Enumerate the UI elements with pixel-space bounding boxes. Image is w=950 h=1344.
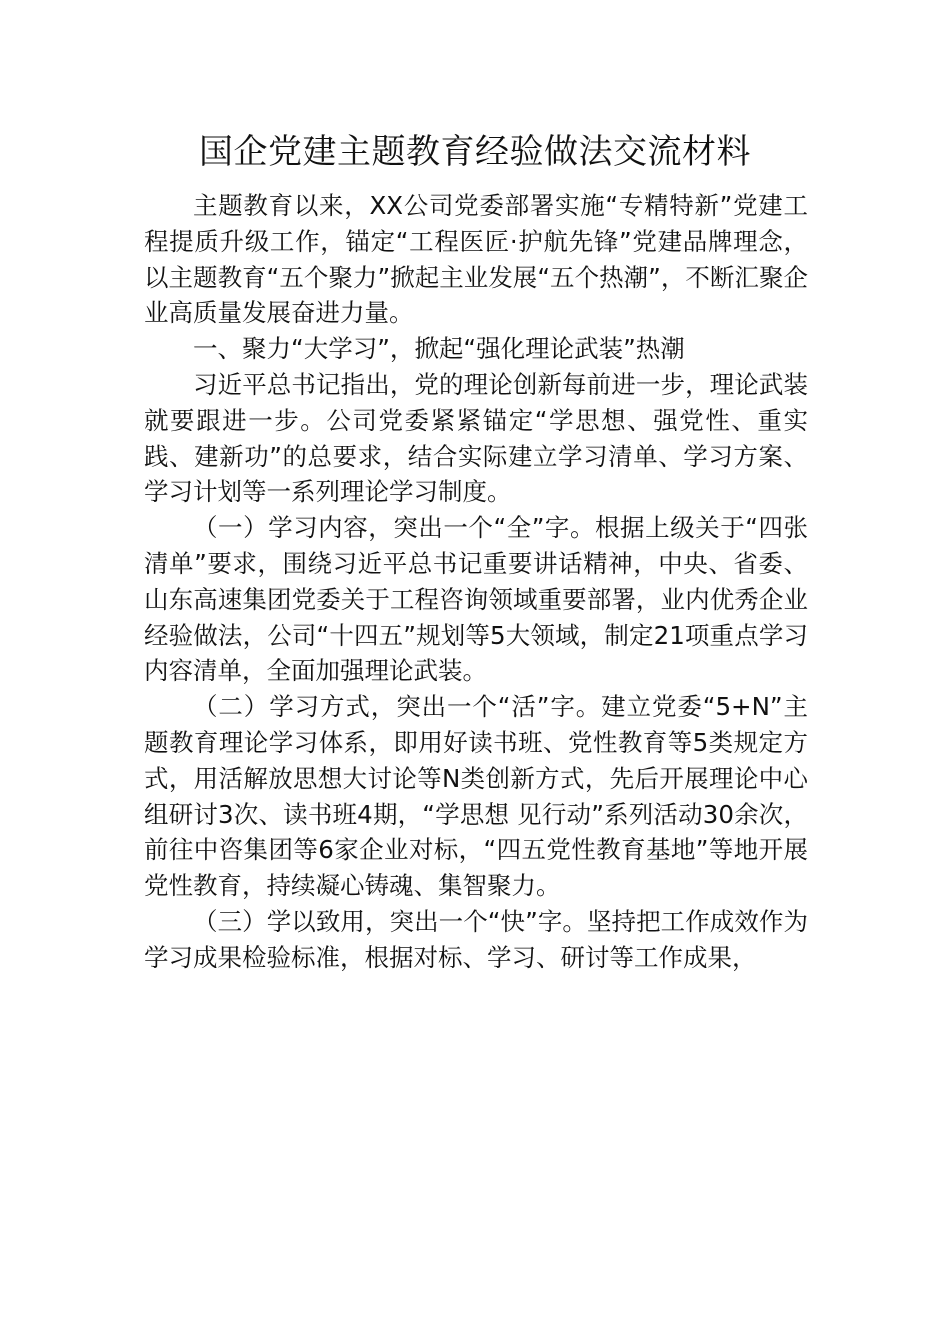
document-body [144,188,808,976]
subsection-paragraph: （一）学习内容，突出一个“全”字。根据上级关于“四张清单”要求，围绕习近平总书记重要讲话精神，中央、省委、山东高速集团党委关于工程咨询领域重要部署，业内优秀企业经验做法，公司“十四五”规划等5大领域，制定21项重点学习内容清单，全面加强理论武装。 [144,513,808,686]
subsection-paragraph: （三）学以致用，突出一个“快”字。坚持把工作成效作为学习成果检验标准，根据对标、学习、研讨等工作成果， [144,906,808,972]
body-paragraph: 习近平总书记指出，党的理论创新每前进一步，理论武装就要跟进一步。公司党委紧紧锚定“学思想、强党性、重实践、建新功”的总要求，结合实际建立学习清单、学习方案、学习计划等一系列理论学习制度。 [144,369,808,507]
intro-paragraph: 主题教育以来，XX公司党委部署实施“专精特新”党建工程提质升级工作，锚定“工程医匠·护航先锋”党建品牌理念，以主题教育“五个聚力”掀起主业发展“五个热潮”，不断汇聚企业高质量发展奋进力量。 [144,191,808,328]
subsection-paragraph: （二）学习方式，突出一个“活”字。建立党委“5+N”主题教育理论学习体系，即用好读书班、党性教育等5类规定方式，用活解放思想大讨论等N类创新方式，先后开展理论中心组研讨3次、读书班4期，“学思想 见行动”系列活动30余次，前往中咨集团等6家企业对标，“四五党性教育基地”等地开展党性教育，持续凝心铸魂、集智聚力。 [144,692,808,901]
document-title: 国企党建主题教育经验做法交流材料 [199,132,751,172]
section-heading: 一、聚力“大学习”，掀起“强化理论武装”热潮 [193,334,685,364]
